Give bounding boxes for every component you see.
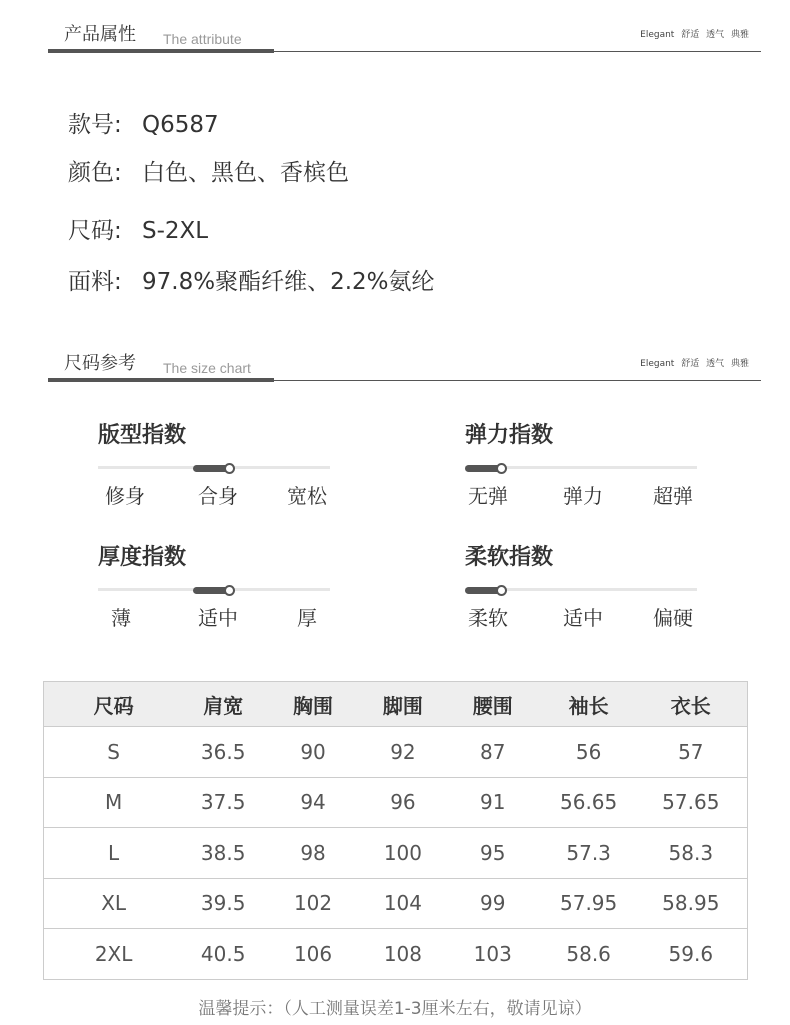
- table-header-row: [44, 682, 748, 727]
- table-header-cell: 肩宽: [183, 682, 263, 727]
- table-cell: 56: [543, 727, 635, 778]
- table-cell: 95: [443, 828, 543, 879]
- attr-color: [68, 154, 349, 187]
- attr-label: 面料:: [68, 269, 122, 295]
- section-divider-accent: [48, 49, 274, 53]
- elasticity-index: [465, 418, 697, 518]
- measurement-note: 温馨提示：（人工测量误差1-3厘米左右，敬请见谅）: [198, 999, 592, 1019]
- index-option: 超弹: [653, 484, 693, 508]
- section-title-cn: 尺码参考: [64, 353, 136, 374]
- table-cell: 57: [635, 727, 748, 778]
- table-row: [44, 777, 748, 828]
- index-title: 厚度指数: [98, 545, 187, 570]
- section-title-en: The size chart: [163, 360, 251, 376]
- table-cell: S: [44, 727, 184, 778]
- index-option: 薄: [111, 606, 131, 630]
- fit-index: [98, 418, 330, 518]
- table-cell: 58.95: [635, 878, 748, 929]
- table-header-cell: 衣长: [635, 682, 748, 727]
- table-cell: 94: [263, 777, 363, 828]
- index-title: 版型指数: [98, 423, 187, 448]
- table-cell: 92: [363, 727, 443, 778]
- size-section-header: [48, 341, 761, 381]
- index-title: 柔软指数: [465, 545, 554, 570]
- index-option-selected: 适中: [198, 606, 238, 630]
- attr-value: Q6587: [142, 112, 219, 138]
- table-cell: 100: [363, 828, 443, 879]
- table-cell: 58.6: [543, 929, 635, 980]
- table-cell: 87: [443, 727, 543, 778]
- section-title-en: The attribute: [163, 31, 242, 47]
- table-cell: 2XL: [44, 929, 184, 980]
- table-cell: 98: [263, 828, 363, 879]
- table-cell: 108: [363, 929, 443, 980]
- table-cell: 59.6: [635, 929, 748, 980]
- index-option-selected: 柔软: [468, 606, 508, 630]
- index-option: 偏硬: [653, 606, 693, 630]
- table-cell: 57.95: [543, 878, 635, 929]
- table-header-cell: 袖长: [543, 682, 635, 727]
- table-header-cell: 脚围: [363, 682, 443, 727]
- attr-fabric: [68, 263, 435, 296]
- index-option-selected: 无弹: [468, 484, 508, 508]
- attr-label: 颜色:: [68, 160, 122, 186]
- table-cell: 103: [443, 929, 543, 980]
- index-knob: [224, 585, 235, 596]
- table-cell: 37.5: [183, 777, 263, 828]
- attr-label: 尺码:: [68, 218, 122, 244]
- attr-value: 97.8%聚酯纤维、2.2%氨纶: [142, 269, 435, 295]
- index-option: 修身: [105, 484, 145, 508]
- table-cell: 99: [443, 878, 543, 929]
- table-header-cell: 胸围: [263, 682, 363, 727]
- softness-index: [465, 540, 697, 640]
- table-row: [44, 727, 748, 778]
- section-divider-accent: [48, 378, 274, 382]
- section-tagline: Elegant 舒适 透气 典雅: [640, 359, 749, 369]
- table-cell: 104: [363, 878, 443, 929]
- size-table: [43, 681, 748, 980]
- table-cell: 96: [363, 777, 443, 828]
- attr-value: S-2XL: [142, 218, 209, 244]
- index-knob: [224, 463, 235, 474]
- table-row: [44, 828, 748, 879]
- index-knob: [496, 463, 507, 474]
- table-cell: 39.5: [183, 878, 263, 929]
- section-title-cn: 产品属性: [64, 24, 136, 45]
- index-title: 弹力指数: [465, 423, 554, 448]
- index-option: 厚: [297, 606, 317, 630]
- table-cell: M: [44, 777, 184, 828]
- attr-style-number: [68, 106, 219, 139]
- thickness-index: [98, 540, 330, 640]
- table-cell: L: [44, 828, 184, 879]
- table-cell: 58.3: [635, 828, 748, 879]
- attribute-section-header: [48, 12, 761, 52]
- table-cell: 57.65: [635, 777, 748, 828]
- index-option: 适中: [563, 606, 603, 630]
- table-cell: 56.65: [543, 777, 635, 828]
- table-header-cell: 尺码: [44, 682, 184, 727]
- index-option: 弹力: [563, 484, 603, 508]
- table-cell: 38.5: [183, 828, 263, 879]
- table-cell: 102: [263, 878, 363, 929]
- index-option-selected: 合身: [198, 484, 238, 508]
- table-header-cell: 腰围: [443, 682, 543, 727]
- table-cell: 106: [263, 929, 363, 980]
- index-knob: [496, 585, 507, 596]
- table-row: [44, 878, 748, 929]
- table-cell: 36.5: [183, 727, 263, 778]
- index-option: 宽松: [287, 484, 327, 508]
- table-cell: 57.3: [543, 828, 635, 879]
- table-cell: XL: [44, 878, 184, 929]
- attr-value: 白色、黑色、香槟色: [142, 160, 349, 186]
- table-cell: 90: [263, 727, 363, 778]
- table-row: [44, 929, 748, 980]
- attr-label: 款号:: [68, 112, 122, 138]
- section-tagline: Elegant 舒适 透气 典雅: [640, 30, 749, 40]
- table-cell: 40.5: [183, 929, 263, 980]
- table-cell: 91: [443, 777, 543, 828]
- attr-size: [68, 212, 208, 245]
